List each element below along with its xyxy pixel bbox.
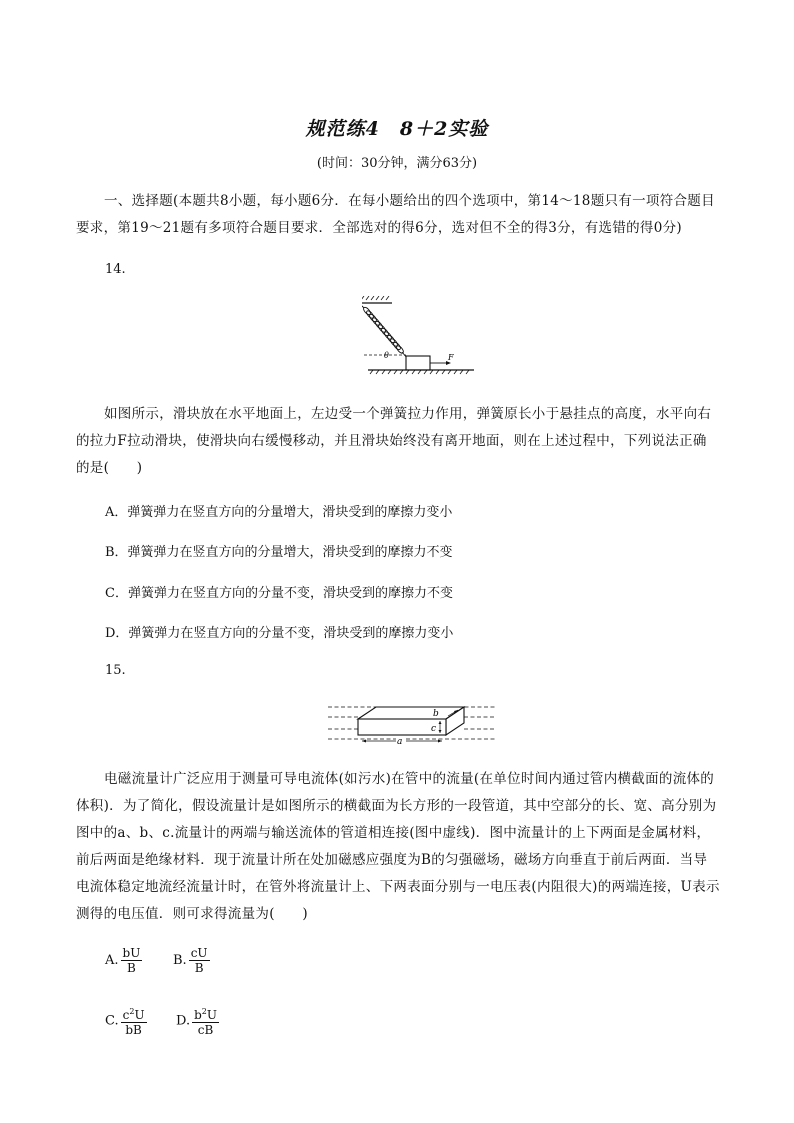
- option-a-fraction: $\frac{bU}{B}$: [122, 946, 141, 975]
- option-c-label: C.: [105, 1013, 119, 1029]
- section-instructions: 一、选择题(本题共8小题，每小题6分．在每小题给出的四个选项中，第14～18题只有一项符合题目要求，第19～21题有多项符合题目要求．全部选对的得6分，选对但不全的得3分，有选错的得0分): [76, 193, 715, 236]
- slider-block: [406, 356, 430, 370]
- label-c: c: [431, 724, 437, 734]
- page-title: 规范练4 8＋2实验: [305, 118, 489, 140]
- question-14-figure: [362, 296, 480, 380]
- question-14-option-c[interactable]: C．弹簧弹力在竖直方向的分量不变，滑块受到的摩擦力不变: [105, 586, 453, 601]
- label-b: b: [433, 709, 439, 719]
- question-15-option-b[interactable]: [173, 946, 210, 975]
- question-15-stem: 电磁流量计广泛应用于测量可导电流体(如污水)在管中的流量(在单位时间内通过管内横截面的流体的体积)．为了简化，假设流量计是如图所示的横截面为长方形的一段管道，其中空部分的长、宽、高分别为图中的a、b、c.流量计的两端与输送流体的管道相连接(图中虚线)．图中流量计的上下两面是金属材料，前后两面是绝缘材料．现于流量计所在处加磁感应强度为B的匀强磁场，磁场方向垂直于前后两面．当导电流体稳定地流经流量计时，在管外将流量计上、下两表面分别与一电压表(内阻很大)的两端连接，U表示测得的电压值．则可求得流量为( ): [76, 771, 720, 922]
- question-15-figure: [328, 702, 496, 746]
- question-15-option-c[interactable]: [105, 1005, 147, 1037]
- label-a: a: [397, 737, 403, 746]
- option-c-fraction: $\frac{c^2U}{bB}$: [122, 1007, 145, 1037]
- option-b-fraction: $\frac{cU}{B}$: [190, 946, 208, 975]
- question-14-stem: 如图所示，滑块放在水平地面上，左边受一个弹簧拉力作用，弹簧原长小于悬挂点的高度，水平向右的拉力F拉动滑块，使滑块向右缓慢移动，并且滑块始终没有离开地面，则在上述过程中，下列说法正确的是( ): [76, 406, 712, 476]
- question-15-number: 15.: [105, 663, 126, 678]
- page-subtitle: (时间：30分钟，满分63分): [316, 156, 478, 171]
- question-14-option-a[interactable]: A．弹簧弹力在竖直方向的分量增大，滑块受到的摩擦力变小: [105, 505, 453, 520]
- force-label: F: [448, 353, 454, 362]
- option-d-label: D.: [176, 1013, 191, 1029]
- option-d-fraction: $\frac{b^2U}{cB}$: [194, 1007, 217, 1037]
- option-b-label: B.: [173, 953, 187, 968]
- question-14-option-d[interactable]: D．弹簧弹力在竖直方向的分量不变，滑块受到的摩擦力变小: [105, 626, 454, 641]
- theta-label: θ: [384, 351, 389, 360]
- spring: [362, 303, 407, 358]
- question-14-number: 14.: [105, 262, 126, 277]
- question-14-option-b[interactable]: B．弹簧弹力在竖直方向的分量增大，滑块受到的摩擦力不变: [105, 545, 453, 560]
- question-15-option-d[interactable]: [176, 1005, 219, 1037]
- option-a-label: A.: [105, 953, 119, 968]
- question-15-option-a[interactable]: [105, 946, 142, 975]
